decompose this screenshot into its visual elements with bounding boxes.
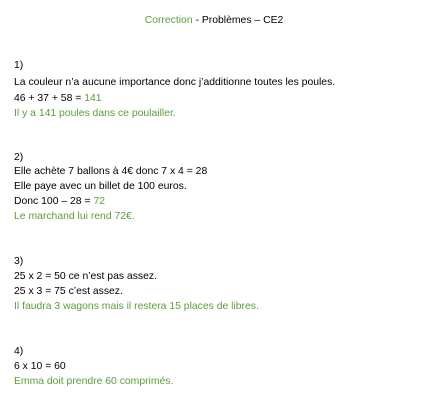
problem-3-line1: 25 x 2 = 50 ce n’est pas assez. xyxy=(14,271,157,282)
problem-2-number: 2) xyxy=(14,152,24,163)
problem-4-number: 4) xyxy=(14,346,24,357)
problem-2-calc-expression: Donc 100 – 28 = xyxy=(14,196,94,207)
problem-3-line2: 25 x 3 = 75 c’est assez. xyxy=(14,286,123,297)
problem-1-calc xyxy=(14,92,102,105)
problem-1-calc-result: 141 xyxy=(84,93,102,104)
problem-1-statement: La couleur n’a aucune importance donc j’additionne toutes les poules. xyxy=(14,77,336,88)
problem-4-answer: Emma doit prendre 60 comprimés. xyxy=(14,376,174,387)
page-title xyxy=(0,14,428,27)
problem-1-answer: Il y a 141 poules dans ce poulailler. xyxy=(14,108,176,119)
problem-4-line1: 6 x 10 = 60 xyxy=(14,361,66,372)
problem-2-line2: Elle paye avec un billet de 100 euros. xyxy=(14,181,187,192)
problem-3-answer: Il faudra 3 wagons mais il restera 15 places de libres. xyxy=(14,301,259,312)
problem-2-calc-result: 72 xyxy=(93,196,105,207)
problem-1-number: 1) xyxy=(14,60,24,71)
problem-2-line1: Elle achète 7 ballons à 4€ donc 7 x 4 = 28 xyxy=(14,166,208,177)
title-rest: - Problèmes – CE2 xyxy=(192,15,284,26)
problem-3-number: 3) xyxy=(14,256,24,267)
problem-2-answer: Le marchand lui rend 72€. xyxy=(14,211,135,222)
problem-1-calc-expression: 46 + 37 + 58 = xyxy=(14,93,85,104)
problem-2-calc xyxy=(14,195,105,208)
title-correction: Correction xyxy=(144,15,193,26)
